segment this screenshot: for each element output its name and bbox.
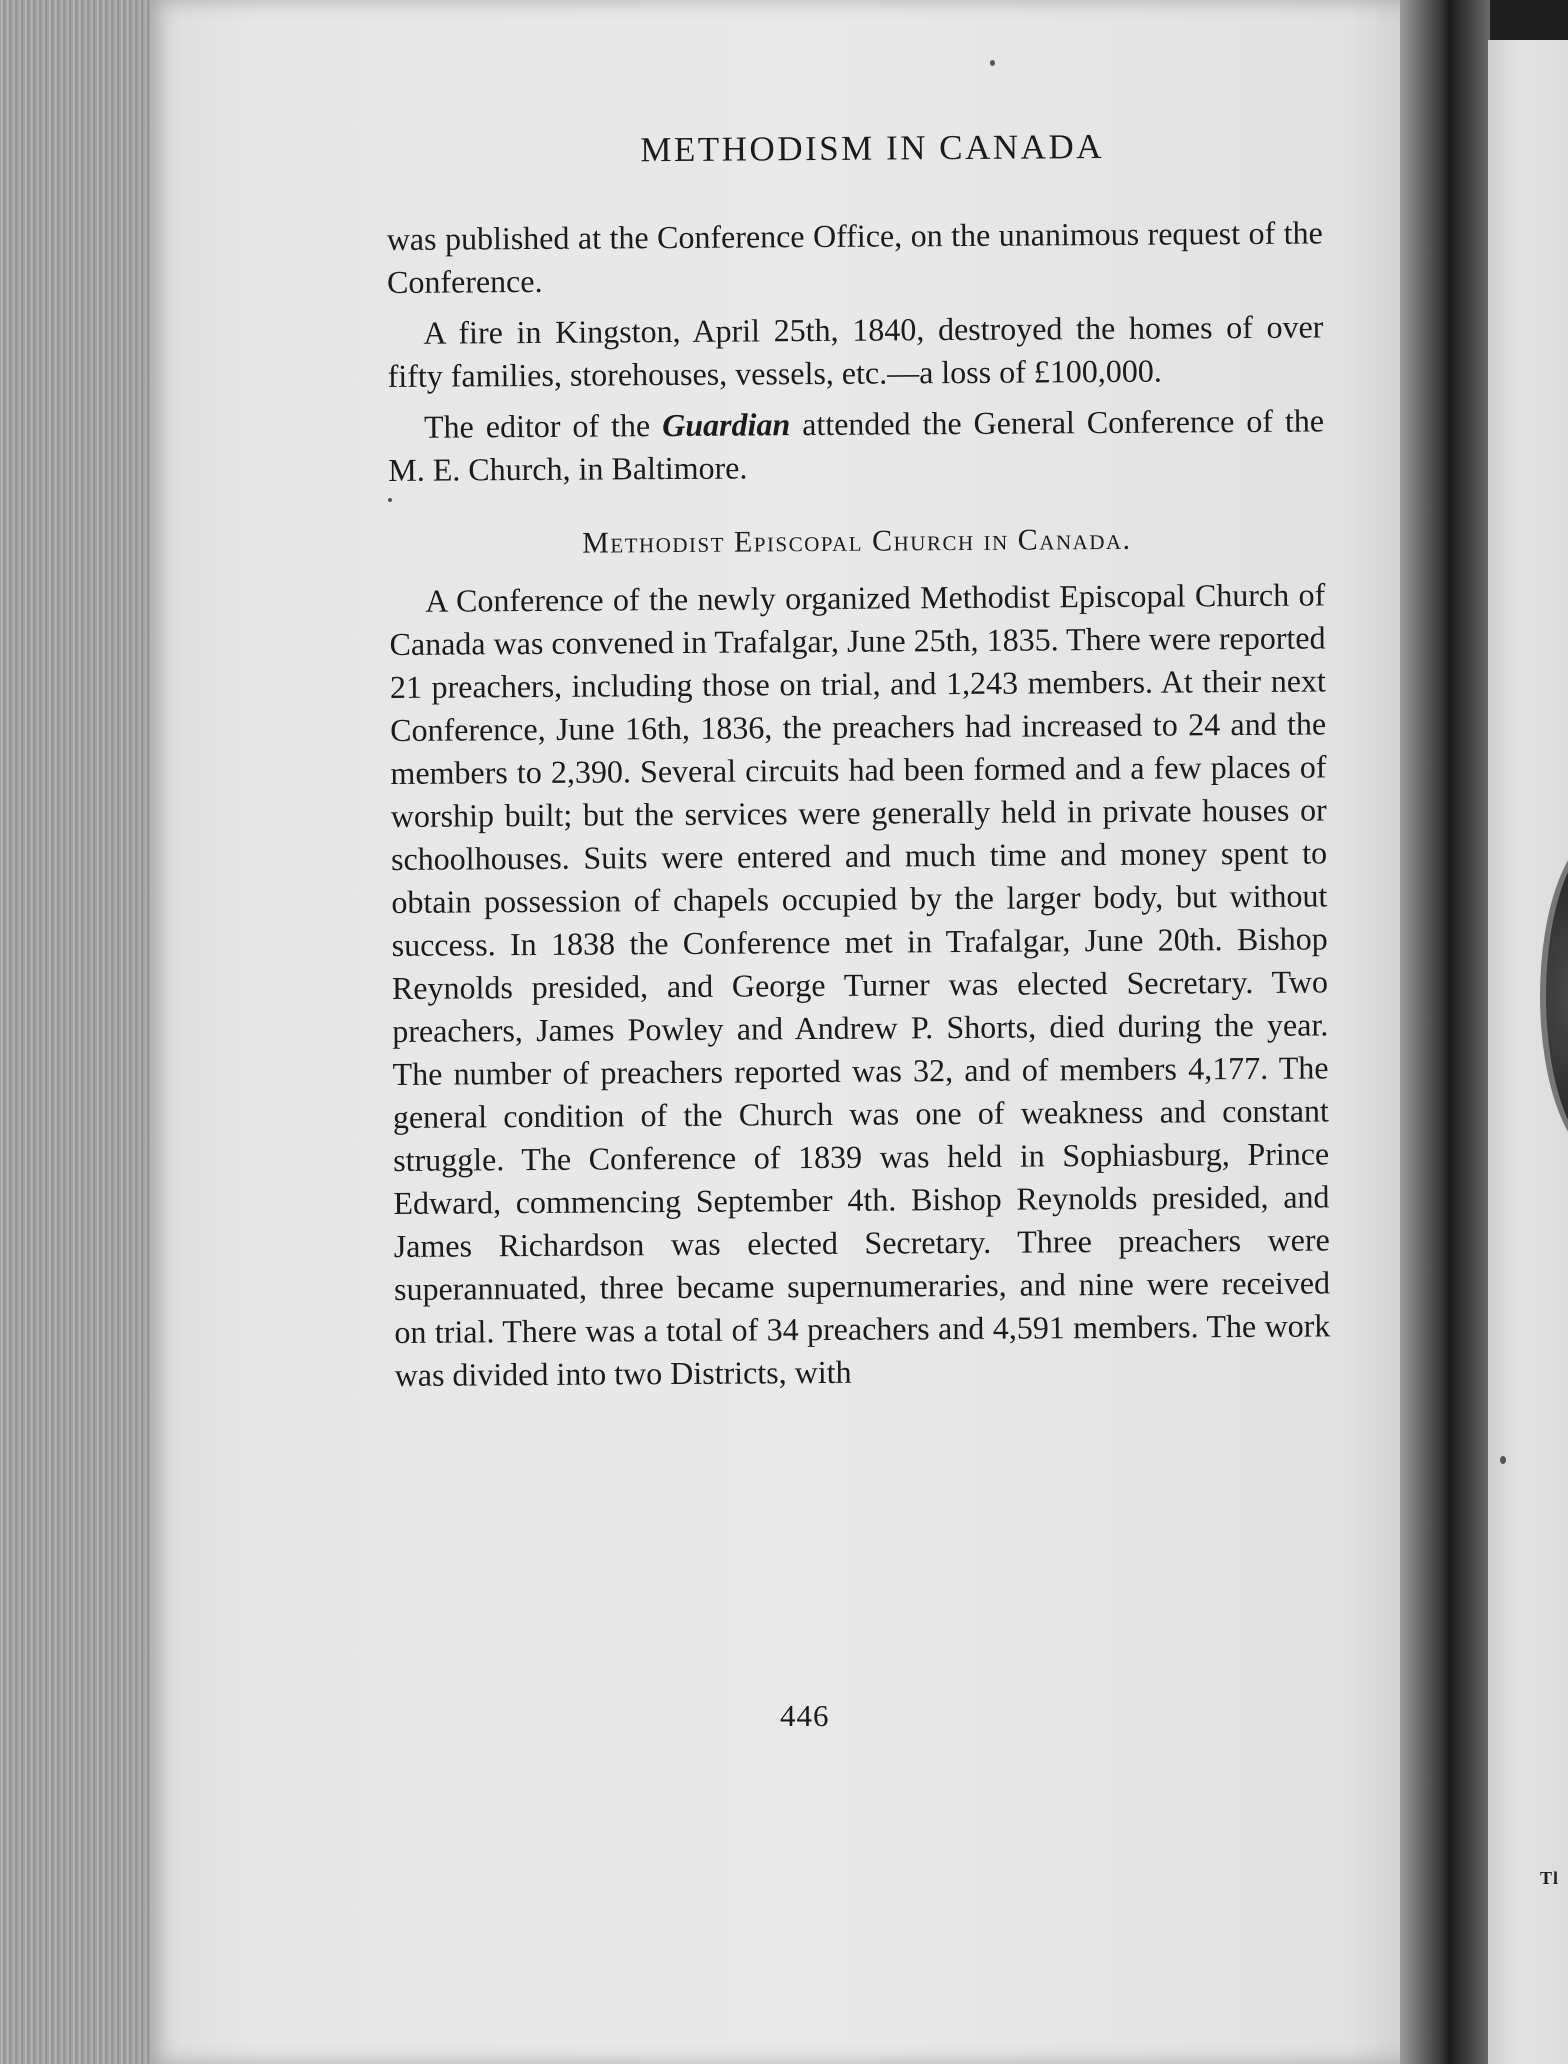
book-gutter (1400, 0, 1490, 2064)
running-head: METHODISM IN CANADA (640, 126, 1105, 170)
paragraph-continuation: was published at the Conference Office, on the unanimous request of the Conference. (386, 214, 1323, 300)
page-number: 446 (780, 1698, 830, 1733)
paragraph-guardian-text-after: attended the General Conference of the M. E. Church, in Baltimore. (388, 402, 1325, 488)
paragraph-guardian-text-before: The editor of the (423, 407, 663, 445)
section-heading: Methodist Episcopal Church in Canada. (582, 522, 1132, 560)
page-text-block (386, 125, 1331, 1405)
paragraph-mec-canada: A Conference of the newly organized Methodist Episcopal Church of Canada was convened in Trafalgar, June 25th, 1835. There were reported 21 preachers, including those on trial, and 1,243 members. At their next Conference, June 16th, 1836, the preachers had increased to 24 and the members to 2,390. Several circuits had been formed and a few places of worship built; but the services were generally held in private houses or schoolhouses. Suits were entered and much time and money spent to obtain possession of chapels occupied by the larger body, but without success. In 1838 the Conference met in Trafalgar, June 20th. Bishop Reynolds presided, and George Turner was elected Secretary. Two preachers, James Powley and Andrew P. Shorts, died during the year. The number of preachers reported was 32, and of members 4,177. The general condition of the Church was one of weakness and constant struggle. The Conference of 1839 was held in Sophiasburg, Prince Edward, commencing September 4th. Bishop Reynolds presided, and James Richardson was elected Secretary. Three preachers were superannuated, three became supernumeraries, and nine were received on trial. There was a total of 34 preachers and 4,591 members. The work was divided into two Districts, with (389, 576, 1331, 1393)
scan-speck (990, 60, 995, 66)
guardian-title-italic: Guardian (662, 406, 791, 444)
facing-page-text-fragment: Tl (1540, 1868, 1560, 1888)
scan-speck (388, 498, 392, 502)
scan-speck (1500, 1456, 1506, 1464)
paragraph-guardian-editor (388, 399, 1325, 492)
paragraph-kingston-fire: A fire in Kingston, April 25th, 1840, destroyed the homes of over fifty families, storehouses, vessels, etc.—a loss of £100,000. (387, 308, 1324, 394)
